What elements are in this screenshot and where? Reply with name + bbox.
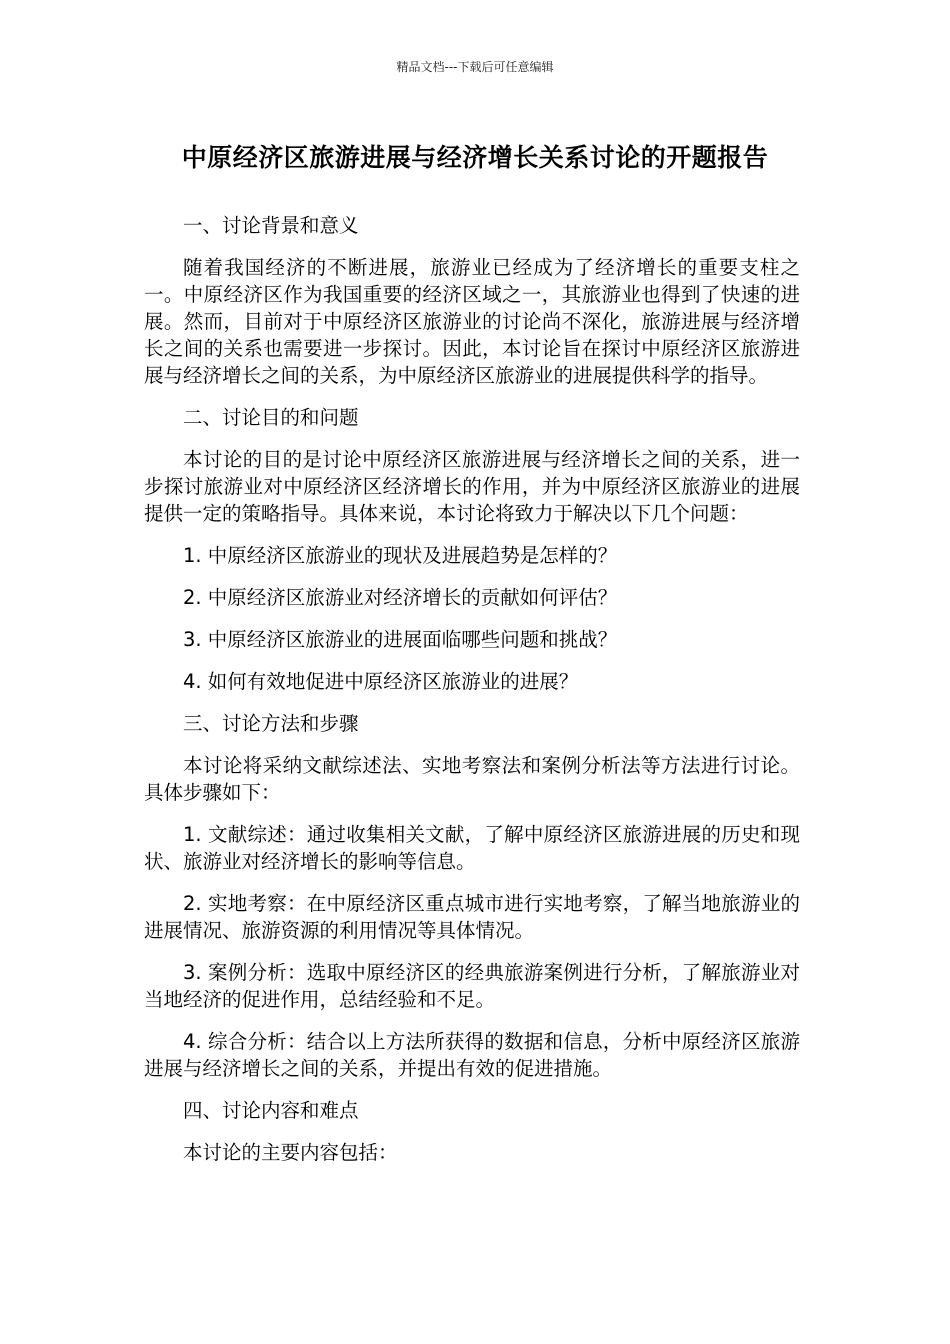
header-note: 精品文档---下载后可任意编辑 [396, 60, 554, 74]
method-step: 1. 文献综述：通过收集相关文献，了解中原经济区旅游进展的历史和现状、旅游业对经济增长的影响等信息。 [144, 823, 800, 873]
section-heading-methods: 三、讨论方法和步骤 [183, 712, 359, 735]
method-step: 3. 案例分析：选取中原经济区的经典旅游案例进行分析，了解旅游业对当地经济的促进作用，总结经验和不足。 [144, 961, 800, 1011]
question-item: 1. 中原经济区旅游业的现状及进展趋势是怎样的？ [183, 544, 618, 567]
method-step: 2. 实地考察：在中原经济区重点城市进行实地考察，了解当地旅游业的进展情况、旅游资源的利用情况等具体情况。 [144, 892, 800, 942]
paragraph-content: 本讨论的主要内容包括： [183, 1141, 398, 1164]
section-heading-content: 四、讨论内容和难点 [183, 1099, 359, 1122]
document-title: 中原经济区旅游进展与经济增长关系讨论的开题报告 [181, 143, 769, 172]
question-item: 3. 中原经济区旅游业的进展面临哪些问题和挑战？ [183, 628, 618, 651]
section-heading-background: 一、讨论背景和意义 [183, 214, 359, 237]
question-item: 2. 中原经济区旅游业对经济增长的贡献如何评估？ [183, 586, 618, 609]
paragraph-methods: 本讨论将采纳文献综述法、实地考察法和案例分析法等方法进行讨论。具体步骤如下： [144, 754, 800, 804]
section-heading-purpose: 二、讨论目的和问题 [183, 406, 359, 429]
document-body [144, 212, 800, 1181]
question-item: 4. 如何有效地促进中原经济区旅游业的进展？ [183, 670, 579, 693]
paragraph-purpose: 本讨论的目的是讨论中原经济区旅游进展与经济增长之间的关系，进一步探讨旅游业对中原经济区经济增长的作用，并为中原经济区旅游业的进展提供一定的策略指导。具体来说，本讨论将致力于解决以下几个问题： [144, 448, 800, 525]
method-step: 4. 综合分析：结合以上方法所获得的数据和信息，分析中原经济区旅游进展与经济增长之间的关系，并提出有效的促进措施。 [144, 1030, 800, 1080]
paragraph-background: 随着我国经济的不断进展，旅游业已经成为了经济增长的重要支柱之一。中原经济区作为我国重要的经济区域之一，其旅游业也得到了快速的进展。然而，目前对于中原经济区旅游业的讨论尚不深化，旅游进展与经济增长之间的关系也需要进一步探讨。因此，本讨论旨在探讨中原经济区旅游进展与经济增长之间的关系，为中原经济区旅游业的进展提供科学的指导。 [144, 256, 800, 387]
